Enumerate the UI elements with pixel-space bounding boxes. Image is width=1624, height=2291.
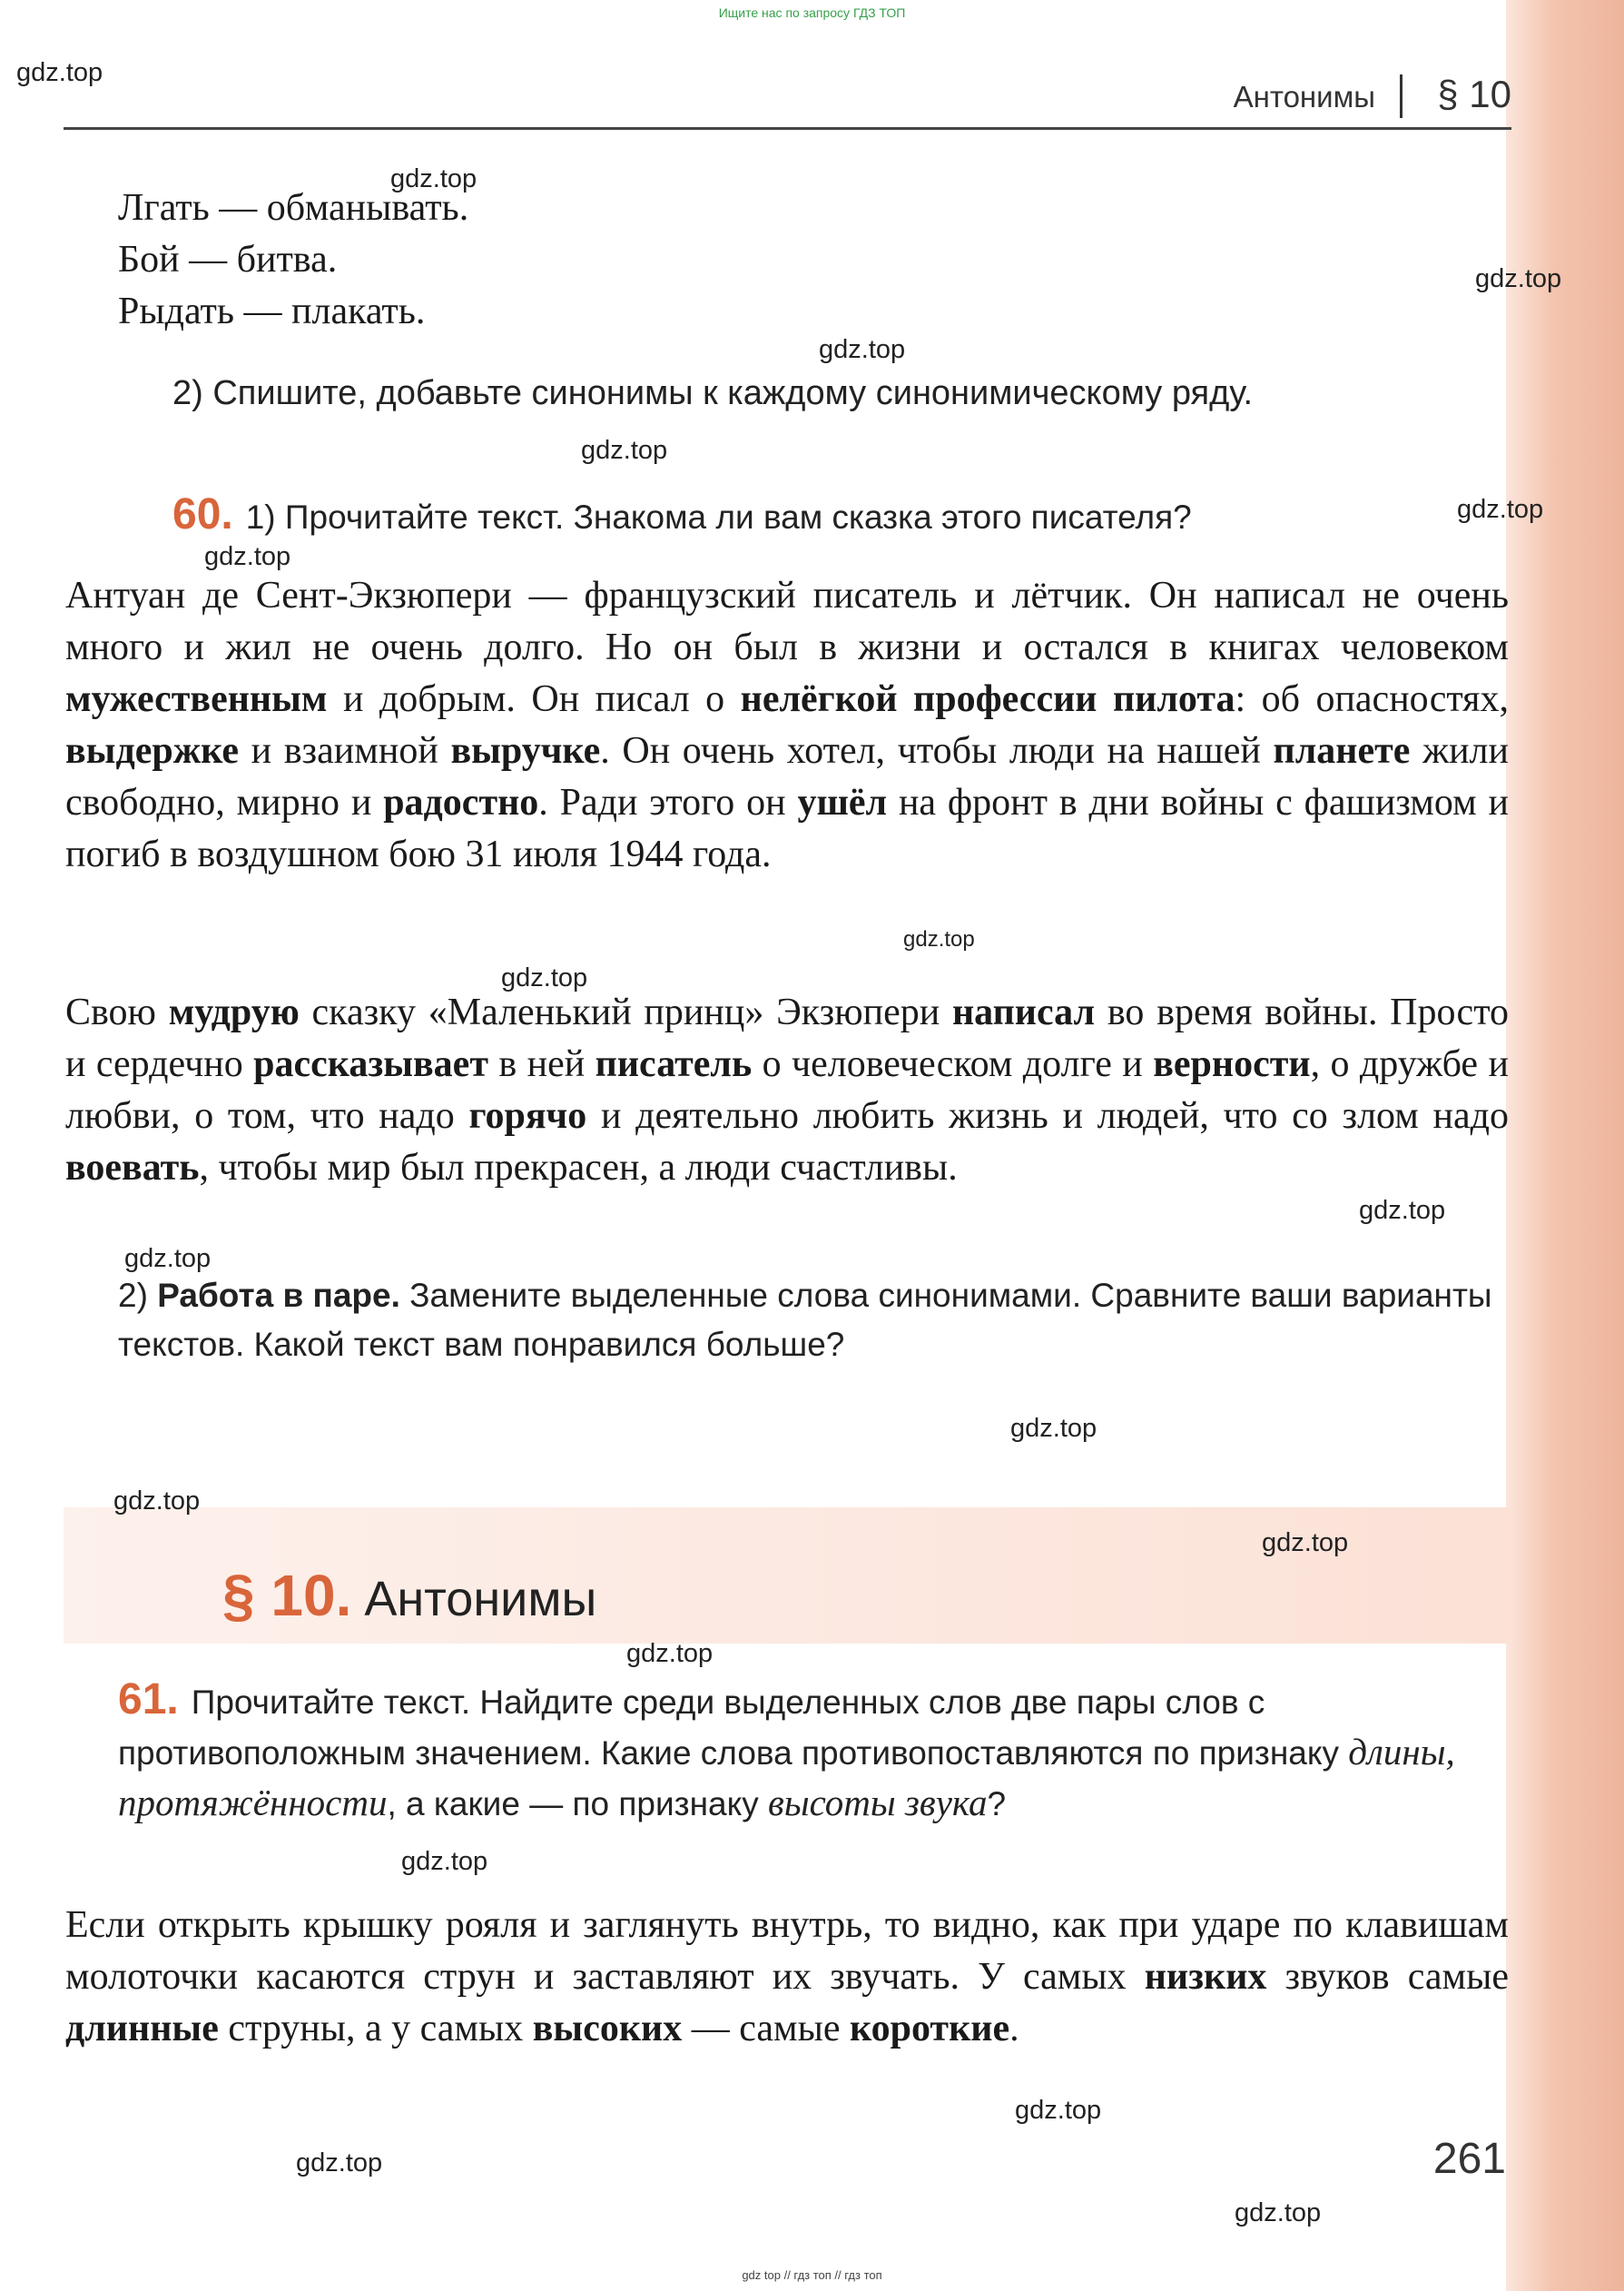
watermark: gdz.top — [626, 1639, 714, 1668]
text-run: , чтобы мир был прекрасен, а люди счастливы. — [199, 1147, 958, 1189]
section-heading — [222, 1562, 596, 1629]
text-run: во время войны. Просто и сердечно — [65, 992, 1510, 1085]
part2-rest: Замените выделенные слова синонимами. Сравните ваши варианты текстов. Какой текст вам понравился больше? — [118, 1277, 1492, 1363]
highlighted-word: верности — [1153, 1043, 1311, 1085]
watermark: gdz.top — [1457, 495, 1544, 524]
watermark: gdz.top — [501, 963, 588, 992]
running-header — [64, 73, 1511, 130]
part2-prefix: 2) — [118, 1277, 158, 1314]
top-note: Ищите нас по запросу ГДЗ ТОП — [718, 5, 906, 20]
section-number: § 10. — [222, 1563, 352, 1628]
highlighted-word: мудрую — [168, 992, 300, 1033]
task60-paragraph-2 — [65, 987, 1509, 1194]
text-run: в ней — [487, 1043, 595, 1085]
watermark: gdz.top — [1235, 2198, 1322, 2227]
highlighted-word: высоких — [532, 2008, 683, 2049]
watermark: gdz.top — [819, 335, 906, 364]
watermark: gdz.top — [124, 1244, 212, 1273]
italic-term: высоты звука — [768, 1782, 988, 1823]
section-title: Антонимы — [364, 1572, 597, 1626]
highlighted-word: короткие — [849, 2008, 1010, 2049]
highlighted-word: выручке — [450, 730, 601, 772]
watermark: gdz.top — [1475, 264, 1562, 293]
highlighted-word: мужественным — [65, 678, 328, 720]
text-run: ? — [987, 1785, 1007, 1822]
task59-part2: 2) Спишите, добавьте синонимы к каждому синонимическому ряду. — [172, 374, 1254, 412]
header-title: Антонимы — [1233, 80, 1375, 114]
task60-paragraph-1 — [65, 570, 1509, 881]
watermark: gdz.top — [903, 927, 975, 952]
highlighted-word: планете — [1273, 730, 1411, 772]
text-run: . Он очень хотел, чтобы люди на нашей — [600, 730, 1274, 772]
text-run: сказку «Маленький принц» Экзюпери — [299, 992, 952, 1033]
highlighted-word: нелёгкой профессии пилота — [740, 678, 1235, 720]
text-run: . — [1009, 2008, 1019, 2049]
text-run: Если открыть крышку рояля и заглянуть внутрь, то видно, как при ударе по клавишам молоточки касаются струн и заставляют их звучать. У самых — [65, 1904, 1509, 1998]
task-number: 60. — [172, 490, 233, 538]
highlighted-word: рассказывает — [253, 1043, 488, 1085]
text-run: — самые — [682, 2008, 850, 2049]
text-run: Антуан де Сент-Экзюпери — французский писатель и лётчик. Он написал не очень много и жил не очень долго. Но он был в жизни и остался в книгах человеком — [65, 575, 1509, 668]
watermark: gdz.top — [1015, 2096, 1102, 2125]
highlighted-word: писатель — [595, 1043, 753, 1085]
header-separator — [1400, 74, 1403, 118]
text-run: и деятельно любить жизнь и людей, что со злом надо — [586, 1095, 1509, 1137]
highlighted-word: выдержке — [65, 730, 239, 772]
italic-term: длины, протяжённости — [118, 1731, 1455, 1823]
header-section: § 10 — [1437, 73, 1511, 115]
task-number: 61. — [118, 1675, 179, 1723]
watermark: gdz.top — [390, 164, 477, 193]
synonym-line: Бой — битва. — [118, 239, 338, 281]
task61-heading — [118, 1675, 1507, 1829]
page-number: 261 — [1432, 2135, 1506, 2183]
bottom-note: gdz top // гдз топ // гдз топ — [742, 2268, 882, 2282]
text-run: и взаимной — [238, 730, 451, 772]
synonym-line: Рыдать — плакать. — [118, 291, 426, 332]
text-run: струны, а у самых — [218, 2008, 533, 2049]
watermark: gdz.top — [1359, 1196, 1446, 1225]
highlighted-word: радостно — [383, 782, 539, 824]
highlighted-word: горячо — [468, 1095, 587, 1137]
text-run: : об опасностях, — [1235, 678, 1509, 720]
task60-heading — [172, 490, 1507, 542]
watermark: gdz.top — [401, 1847, 488, 1876]
text-run: на фронт в дни войны с фашизмом и погиб в воздушном бою 31 июля 1944 года. — [65, 782, 1509, 875]
highlighted-word: низких — [1144, 1956, 1267, 1998]
text-run: Свою — [65, 992, 169, 1033]
text-run: , о дружбе и любви, о том, что надо — [65, 1043, 1509, 1137]
watermark: gdz.top — [296, 2148, 383, 2177]
highlighted-word: ушёл — [797, 782, 888, 824]
watermark: gdz.top — [113, 1486, 201, 1516]
page-edge-stripe — [1506, 0, 1624, 2291]
watermark: gdz.top — [16, 58, 103, 87]
text-run: жили свободно, мирно и — [65, 730, 1509, 824]
watermark: gdz.top — [1262, 1528, 1349, 1557]
pair-work-label: Работа в паре. — [157, 1277, 400, 1314]
task61-text — [65, 1900, 1509, 2055]
text-run: Прочитайте текст. Найдите среди выделенных слов две пары слов с противоположным значением. Какие слова противопоставляются по признаку — [118, 1684, 1349, 1772]
highlighted-word: написал — [951, 992, 1096, 1033]
text-run: звуков самые — [1266, 1956, 1509, 1998]
text-run: и добрым. Он писал о — [327, 678, 741, 720]
synonym-line: Лгать — обманывать. — [118, 187, 469, 229]
task60-instruction: 1) Прочитайте текст. Знакома ли вам сказка этого писателя? — [245, 499, 1192, 536]
task60-part2 — [118, 1271, 1507, 1369]
watermark: gdz.top — [1010, 1414, 1097, 1443]
highlighted-word: длинные — [65, 2008, 219, 2049]
highlighted-word: воевать — [65, 1147, 200, 1189]
watermark: gdz.top — [581, 436, 668, 465]
text-run: , а какие — по признаку — [387, 1785, 769, 1822]
watermark: gdz.top — [204, 542, 291, 571]
text-run: о человеческом долге и — [752, 1043, 1154, 1085]
text-run: . Ради этого он — [538, 782, 798, 824]
